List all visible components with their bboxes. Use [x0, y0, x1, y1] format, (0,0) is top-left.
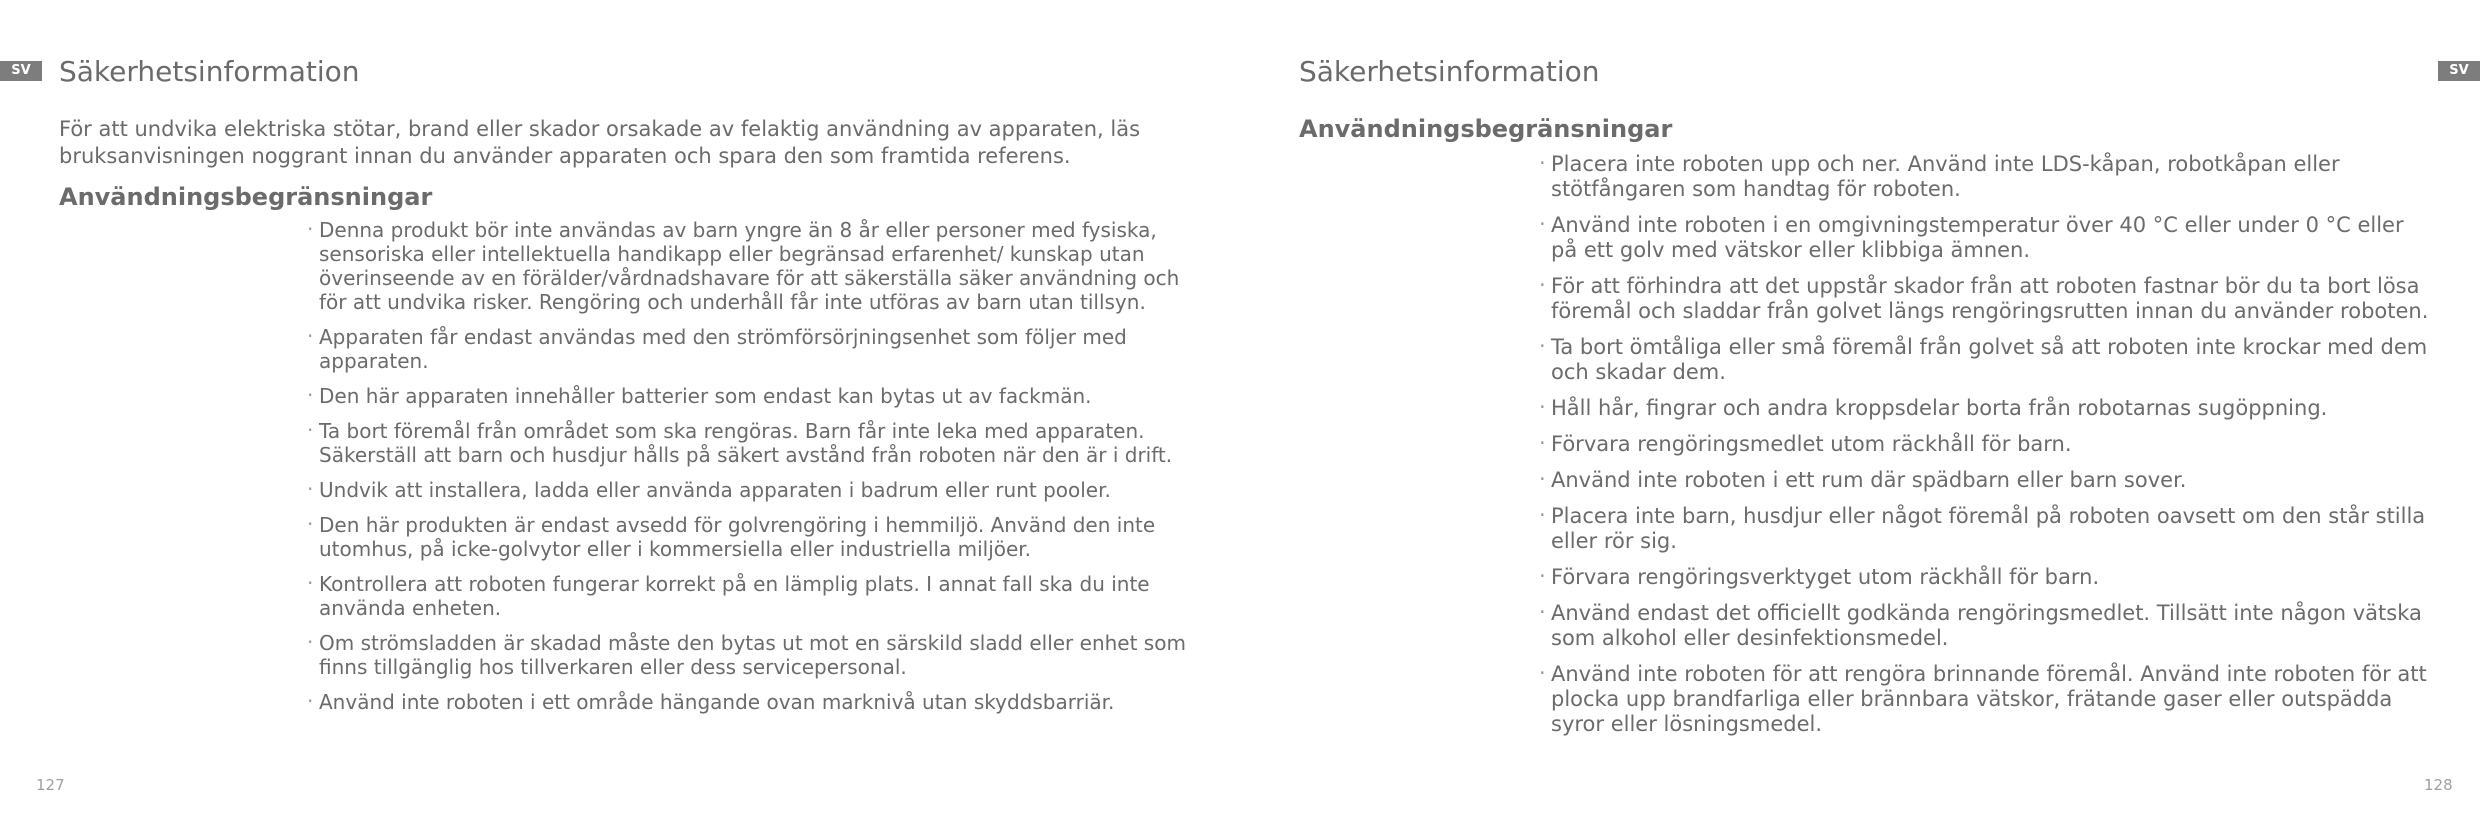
list-item: · För att förhindra att det uppstår skador från att roboten fastnar bör du ta bort lösa föremål och sladdar från golvet längs rengöringsrutten innan du använder roboten.	[1539, 274, 2429, 324]
restrictions-list	[307, 218, 1187, 725]
list-item: · Placera inte barn, husdjur eller något föremål på roboten oavsett om den står stilla eller rör sig.	[1539, 504, 2429, 554]
list-item: · Den här produkten är endast avsedd för golvrengöring i hemmiljö. Använd den inte utomhus, på icke-golvytor eller i kommersiella eller industriella miljöer.	[307, 513, 1187, 561]
section-heading: Användningsbegränsningar	[1299, 115, 1673, 143]
language-badge: SV	[2438, 61, 2480, 81]
list-item: · Den här apparaten innehåller batterier som endast kan bytas ut av fackmän.	[307, 384, 1187, 408]
list-item: · Använd inte roboten i en omgivningstemperatur över 40 °C eller under 0 °C eller på ett golv med vätskor eller klibbiga ämnen.	[1539, 213, 2429, 263]
list-item: · Håll hår, fingrar och andra kroppsdelar borta från robotarnas sugöppning.	[1539, 396, 2429, 421]
list-item: · Kontrollera att roboten fungerar korrekt på en lämplig plats. I annat fall ska du inte använda enheten.	[307, 572, 1187, 620]
list-item: · Ta bort ömtåliga eller små föremål från golvet så att roboten inte krockar med dem och skadar dem.	[1539, 335, 2429, 385]
list-item: · Denna produkt bör inte användas av barn yngre än 8 år eller personer med fysiska, sensoriska eller intellektuella handikapp eller begränsad erfarenhet/ kunskap utan överinseende av en förälder/vårdnadshavare för att säkerställa säker användning och för att undvika risker. Rengöring och underhåll får inte utföras av barn utan tillsyn.	[307, 218, 1187, 314]
list-item: · Förvara rengöringsmedlet utom räckhåll för barn.	[1539, 432, 2429, 457]
page-number: 127	[36, 776, 65, 794]
list-item: · Förvara rengöringsverktyget utom räckhåll för barn.	[1539, 565, 2429, 590]
restrictions-list	[1539, 152, 2429, 748]
language-badge: SV	[0, 61, 42, 81]
section-heading: Användningsbegränsningar	[59, 183, 433, 211]
page-title: Säkerhetsinformation	[59, 55, 360, 88]
list-item: · Använd inte roboten i ett rum där spädbarn eller barn sover.	[1539, 468, 2429, 493]
right-page	[1241, 0, 2481, 827]
page-number: 128	[2424, 776, 2453, 794]
intro-paragraph: För att undvika elektriska stötar, brand eller skador orsakade av felaktig användning av apparaten, läs bruksanvisningen noggrant innan du använder apparaten och spara den som framtida referens.	[59, 117, 1141, 168]
list-item: · Om strömsladden är skadad måste den bytas ut mot en särskild sladd eller enhet som finns tillgänglig hos tillverkaren eller dess servicepersonal.	[307, 631, 1187, 679]
list-item: · Undvik att installera, ladda eller använda apparaten i badrum eller runt pooler.	[307, 478, 1187, 502]
left-page	[0, 0, 1240, 827]
list-item: · Använd endast det officiellt godkända rengöringsmedlet. Tillsätt inte någon vätska som alkohol eller desinfektionsmedel.	[1539, 601, 2429, 651]
list-item: · Ta bort föremål från området som ska rengöras. Barn får inte leka med apparaten. Säkerställ att barn och husdjur hålls på säkert avstånd från roboten när den är i drift.	[307, 419, 1187, 467]
page-title: Säkerhetsinformation	[1299, 55, 1600, 88]
list-item: · Använd inte roboten i ett område hängande ovan marknivå utan skyddsbarriär.	[307, 690, 1187, 714]
list-item: · Placera inte roboten upp och ner. Använd inte LDS-kåpan, robotkåpan eller stötfångaren som handtag för roboten.	[1539, 152, 2429, 202]
list-item: · Apparaten får endast användas med den strömförsörjningsenhet som följer med apparaten.	[307, 325, 1187, 373]
list-item: · Använd inte roboten för att rengöra brinnande föremål. Använd inte roboten för att plocka upp brandfarliga eller brännbara vätskor, frätande gaser eller outspädda syror eller lösningsmedel.	[1539, 662, 2429, 737]
